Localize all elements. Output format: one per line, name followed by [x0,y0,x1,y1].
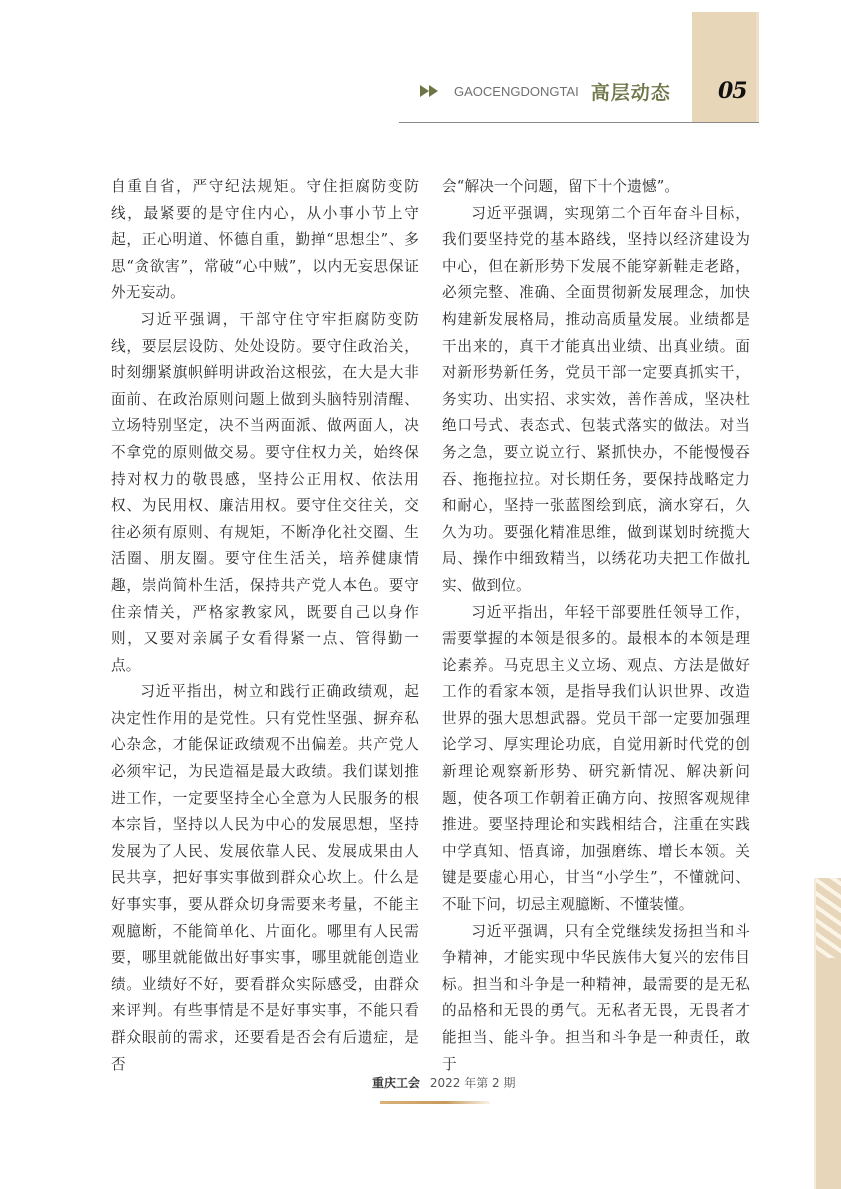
paragraph: 习近平指出，树立和践行正确政绩观，起决定性作用的是党性。只有党性坚强、摒弃私心杂念，才能保证政绩观不出偏差。共产党人必须牢记，为民造福是最大政绩。我们谋划推进工作，一定要坚持全心全意为人民服务的根本宗旨，坚持以人民为中心的发展思想，坚持发展为了人民、发展依靠人民、发展成果由人民共享，把好事实事做到群众心坎上。什么是好事实事，要从群众切身需要来考量，不能主观臆断，不能简单化、片面化。哪里有人民需要，哪里就能做出好事实事，哪里就能创造业绩。业绩好不好，要看群众实际感受，由群众来评判。有些事情是不是好事实事，不能只看群众眼前的需求，还要看是否会有后遗症，是否 [111,683,419,1073]
header-rule [399,122,759,123]
paragraph: 自重自省，严守纪法规矩。守住拒腐防变防线，最紧要的是守住内心，从小事小节上守起，正心明道、怀德自重，勤掸“思想尘”、多思“贪欲害”，常破“心中贼”，以内无妄思保证外无妄动。 [111,178,419,302]
section-title-en: GAOCENGDONGTAI [454,83,579,99]
section-title-cn: 高层动态 [590,81,671,104]
decorative-stripe-block [814,878,841,1189]
issue-label: 2022 年第 2 期 [429,1076,516,1090]
page-footer [372,1074,515,1091]
diagonal-stripes [816,878,841,958]
footer-rule [380,1101,490,1104]
page-tab [692,12,759,123]
paragraph: 习近平指出，年轻干部要胜任领导工作，需要掌握的本领是很多的。最根本的本领是理论素养。马克思主义立场、观点、方法是做好工作的看家本领，是指导我们认识世界、改造世界的强大思想武器。党员干部一定要加强理论学习、厚实理论功底，自觉用新时代党的创新理论观察新形势、研究新情况、解决新问题，使各项工作朝着正确方向、按照客观规律推进。要坚持理论和实践相结合，注重在实践中学真知、悟真谛，加强磨练、增长本领。关键是要虚心用心，甘当“小学生”，不懂就问、不耻下问，切忌主观臆断、不懂装懂。 [442,603,750,914]
double-arrow-icon [420,85,440,97]
paragraph: 习近平强调，实现第二个百年奋斗目标，我们要坚持党的基本路线，坚持以经济建设为中心，但在新形势下发展不能穿新鞋走老路，必须完整、准确、全面贯彻新发展理念，加快构建新发展格局，推动高质量发展。业绩都是干出来的，真干才能真出业绩、出真业绩。面对新形势新任务，党员干部一定要真抓实干，务实功、出实招、求实效，善作善成，坚决杜绝口号式、表态式、包装式落实的做法。对当务之急，要立说立行、紧抓快办，不能慢慢吞吞、拖拖拉拉。对长期任务，要保持战略定力和耐心，坚持一张蓝图绘到底，滴水穿石，久久为功。要强化精准思维，做到谋划时统揽大局、操作中细致精当，以绣花功夫把工作做扎实、做到位。 [442,204,750,594]
paragraph: 习近平强调，干部守住守牢拒腐防变防线，要层层设防、处处设防。要守住政治关，时刻绷紧旗帜鲜明讲政治这根弦，在大是大非面前、在政治原则问题上做到头脑特别清醒、立场特别坚定，决不当两面派、做两面人，决不拿党的原则做交易。要守住权力关，始终保持对权力的敬畏感，坚持公正用权、依法用权、为民用权、廉洁用权。要守住交往关，交往必须有原则、有规矩，不断净化社交圈、生活圈、朋友圈。要守住生活关，培养健康情趣，崇尚简朴生活，保持共产党人本色。要守住亲情关，严格家教家风，既要自己以身作则，又要对亲属子女看得紧一点、管得勤一点。 [111,310,419,674]
magazine-name: 重庆工会 [372,1076,421,1090]
section-header [420,76,671,106]
paragraph: 习近平强调，只有全党继续发扬担当和斗争精神，才能实现中华民族伟大复兴的宏伟目标。担当和斗争是一种精神，最需要的是无私的品格和无畏的勇气。无私者无畏，无畏者才能担当、能斗争。担当和斗争是一种责任，敢于 [442,922,750,1073]
page-number: 05 [718,78,747,104]
paragraph: 会“解决一个问题，留下十个遗憾”。 [442,178,680,195]
left-column [111,174,419,1078]
right-column [442,174,750,1078]
